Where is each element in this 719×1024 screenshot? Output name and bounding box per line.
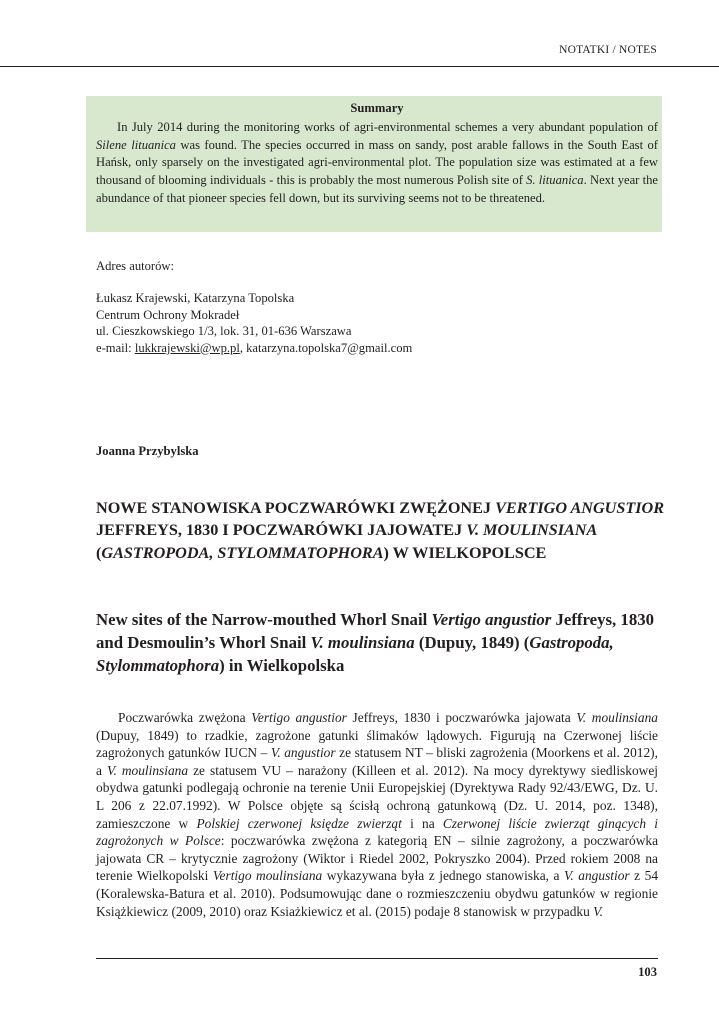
article-body-paragraph: Poczwarówka zwężona Vertigo angustior Jeffreys, 1830 i poczwarówka jajowata V. moulinsiana (Dupuy, 1849) to rzadkie, zagrożone gatunki ślimaków lądowych. Figurują na Czerwonej liście zagrożonych gatunków IUCN – V. angustior ze statusem NT – bliski zagrożenia (Moorkens et al. 2012), a V. moulinsiana ze statusem VU – narażony (Killeen et al. 2012). Na mocy dyrektywy siedliskowej obydwa gatunki podlegają ochronie na terenie Unii Europejskiej (Dyrektywa Rady 92/43/EWG, Dz. U. L 206 z 22.07.1992). W Polsce objęte są ścisłą ochroną gatunkową (Dz. U. 2014, poz. 1348), zamieszczone w Polskiej czerwonej księdze zwierząt i na Czerwonej liście zwierząt ginących i zagrożonych w Polsce: poczwarówka zwężona z kategorią EN – silnie zagrożony, a poczwarówka jajowata CR – krytycznie zagrożony (Wiktor i Riedel 2002, Pokryszko 2004). Przed rokiem 2008 na terenie Wielkopolski Vertigo moulinsiana wykazywana była z jednego stanowiska, a V. angustior z 54 (Koralewska-Batura et al. 2010). Podsumowując dane o rozmieszczeniu obydwu gatunków w regionie Książkiewicz (2009, 2010) oraz Ksiażkiewicz et al. (2015) podaje 8 stanowisk w przypadku V.	[96, 710, 659, 919]
email-link[interactable]: lukkrajewski@wp.pl	[134, 340, 240, 355]
article-title-english: New sites of the Narrow-mouthed Whorl Snail Vertigo angustior Jeffreys, 1830 and Desmoulin’s Whorl Snail V. moulinsiana (Dupuy, 1849) (Gastropoda, Stylommatophora) in Wielkopolska	[96, 610, 654, 676]
summary-box	[86, 96, 662, 232]
footer-rule	[96, 958, 658, 959]
address-block	[96, 290, 656, 356]
article-title-polish: NOWE STANOWISKA POCZWARÓWKI ZWĘŻONEJ VERTIGO ANGUSTIOR JEFFREYS, 1830 I POCZWARÓWKI JAJOWATEJ V. MOULINSIANA (GASTROPODA, STYLOMMATOPHORA) W WIELKOPOLSCE	[96, 499, 665, 562]
institution: Centrum Ochrony Mokradeł	[96, 307, 240, 322]
author-names: Łukasz Krajewski, Katarzyna Topolska	[96, 291, 295, 305]
article-author: Joanna Przybylska	[96, 444, 199, 458]
street-address: ul. Cieszkowskiego 1/3, lok. 31, 01-636 Warszawa	[96, 324, 352, 339]
summary-title: Summary	[350, 101, 404, 115]
email-line: e-mail: lukkrajewski@wp.pl, katarzyna.topolska7@gmail.com	[96, 340, 413, 355]
page-number: 103	[638, 965, 657, 979]
summary-text: In July 2014 during the monitoring works of agri-environmental schemes a very abundant population of Silene lituanica was found. The species occurred in mass on sandy, post arable fallows in the South East of Hańsk, only sparsely on the investigated agri-environmental plot. The population size was estimated at a few thousand of blooming individuals - this is probably the most numerous Polish site of S. lituanica. Next year the abundance of that pioneer species fell down, but its surviving seems not to be threatened.	[96, 119, 658, 205]
address-label: Adres autorów:	[96, 259, 174, 273]
header-rule	[0, 66, 719, 67]
running-header: NOTATKI / NOTES	[559, 44, 657, 56]
